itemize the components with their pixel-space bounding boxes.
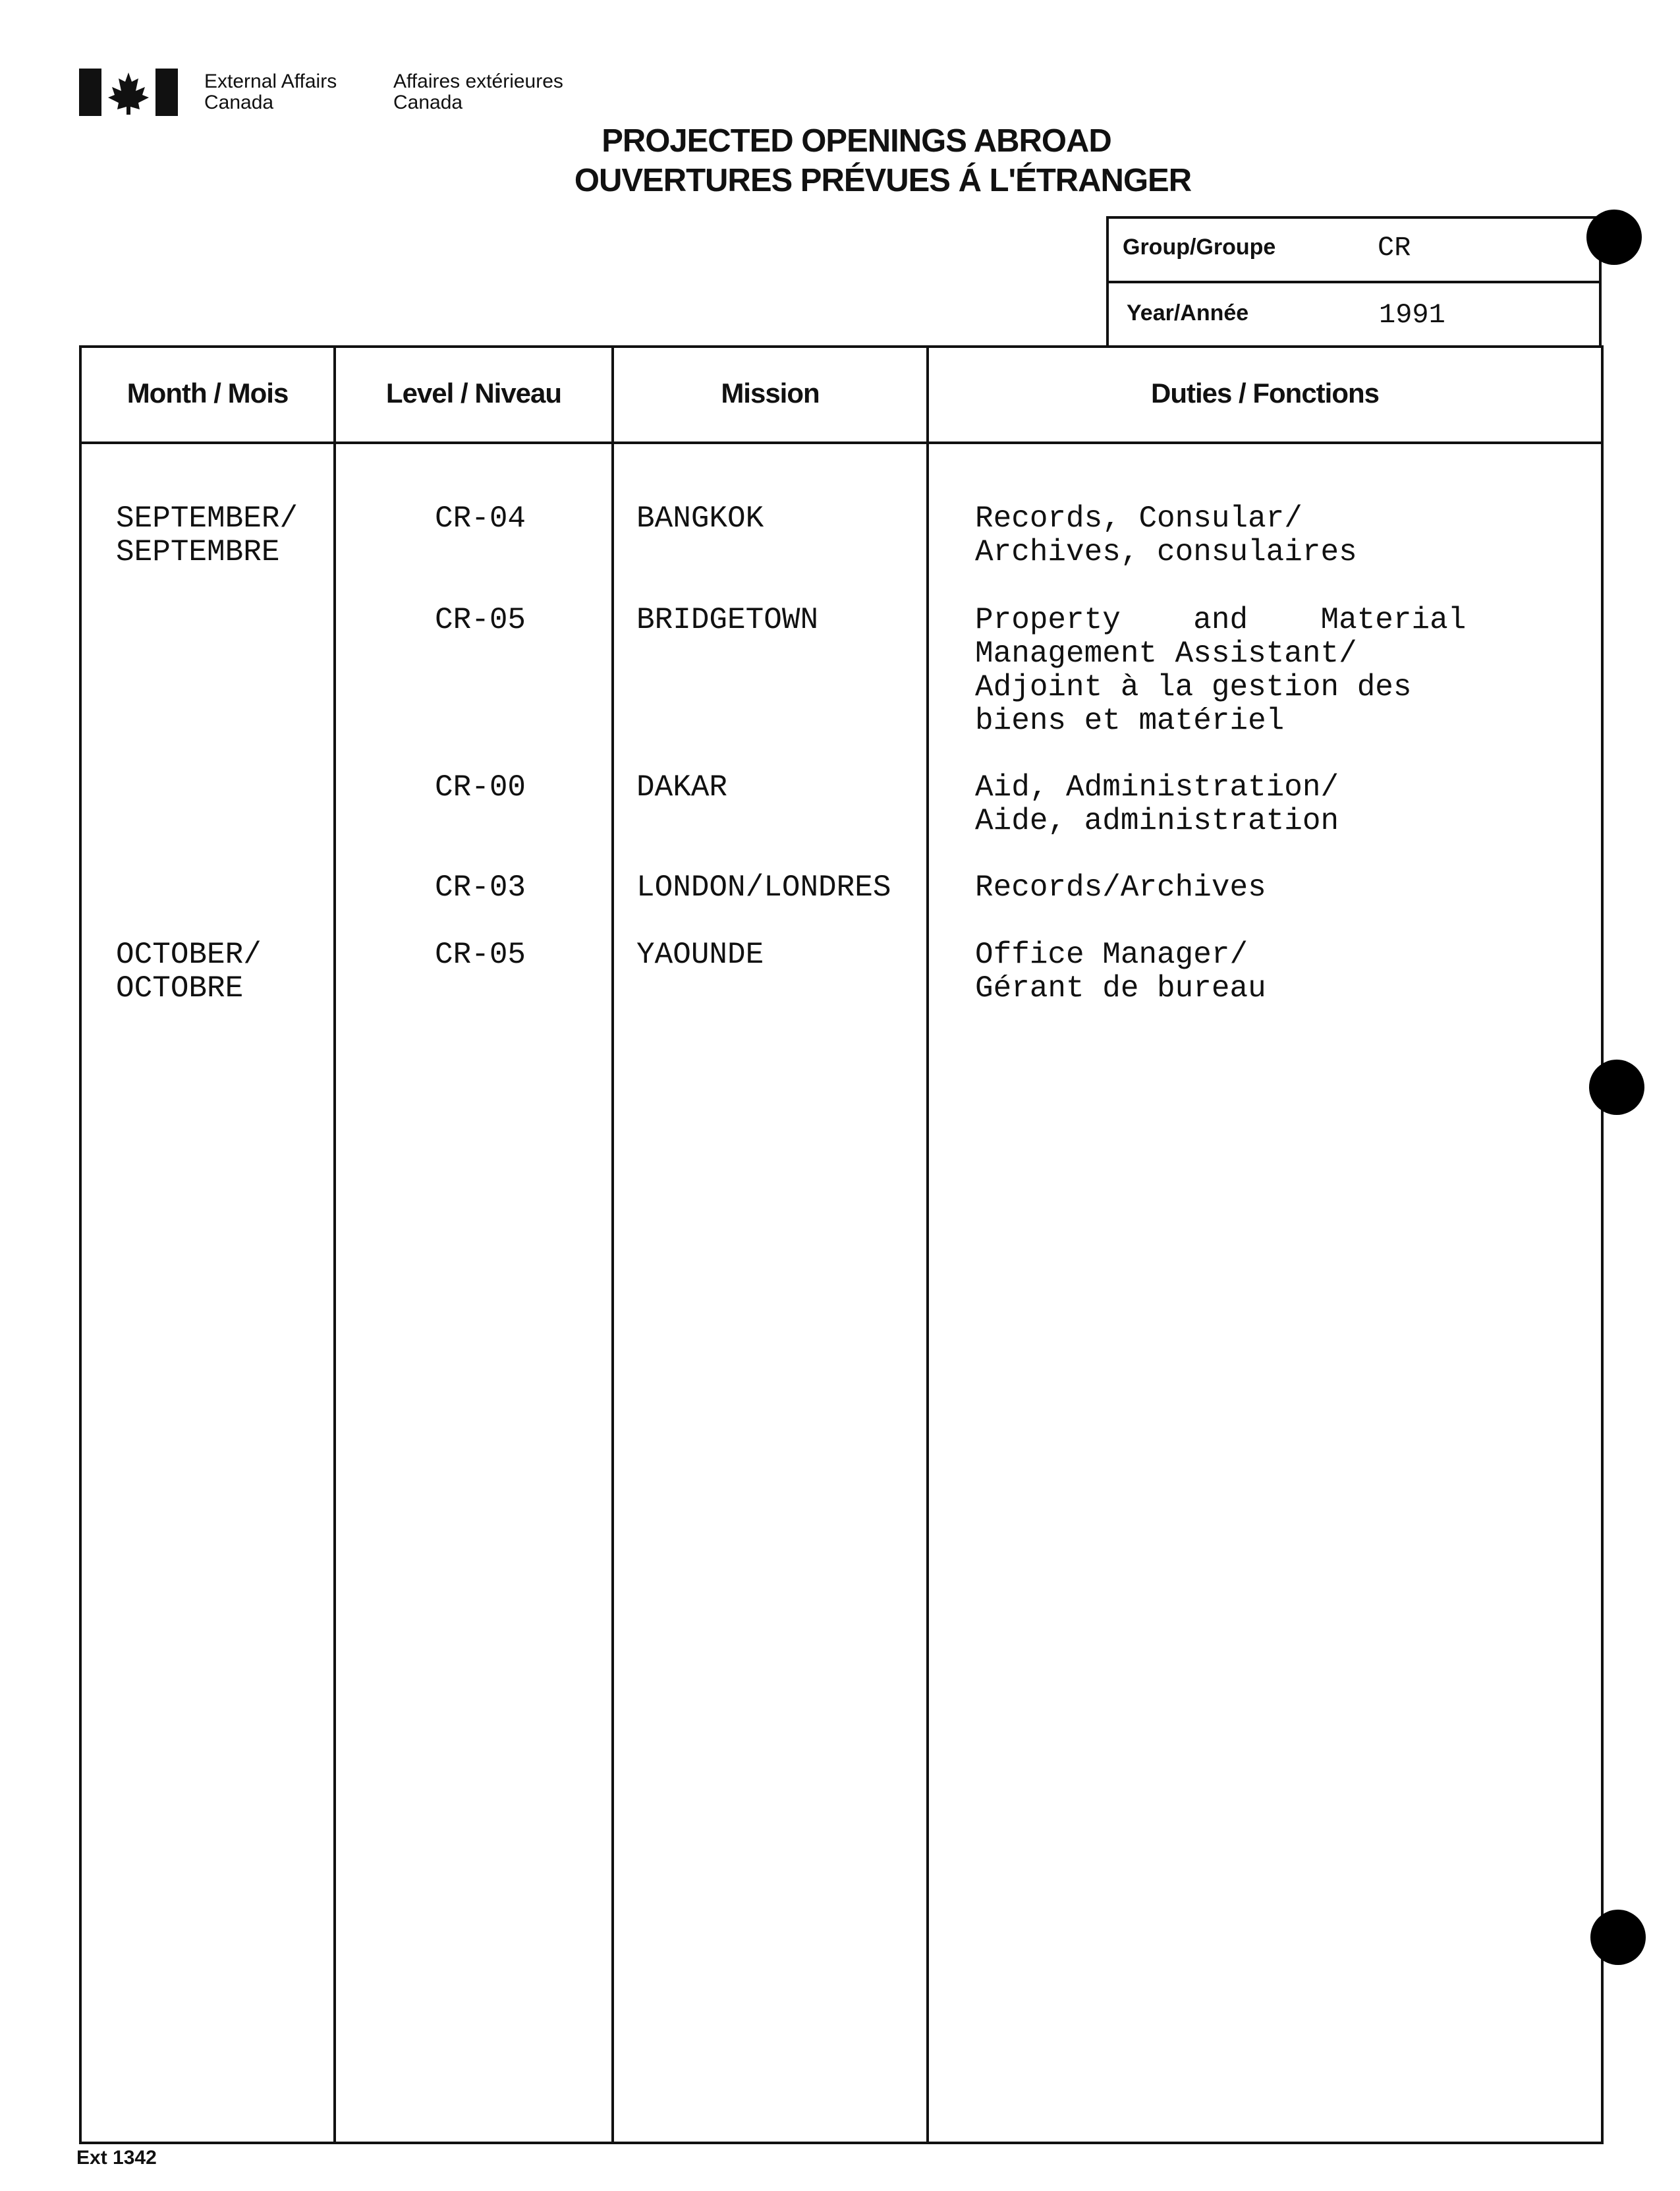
table-row-2-level: CR-05 [435,603,526,637]
table-row-5-duties [975,938,1266,1006]
duties-line: Archives, consulaires [975,535,1357,569]
table-row-4-mission: LONDON/LONDRES [636,870,891,905]
table-row-1-mission: BANGKOK [636,501,764,536]
table-row-5-mission: YAOUNDE [636,938,764,972]
column-header-level: Level / Niveau [385,378,562,409]
table-row-1-level: CR-04 [435,501,526,536]
month-line: SEPTEMBER/ [116,501,298,536]
group-label: Group/Groupe [1123,235,1276,260]
table-row-3-duties [975,771,1339,838]
canada-flag-logo [79,69,178,116]
column-divider-3 [926,345,929,2144]
duties-line: Records, Consular/ [975,501,1302,536]
table-row-1-duties [975,502,1357,569]
department-name-english [204,71,337,113]
punch-hole [1586,210,1642,265]
table-row-3-mission: DAKAR [636,770,728,805]
table-header-divider [79,441,1604,444]
column-divider-1 [333,345,336,2144]
duties-line: Aid, Administration/ [975,770,1339,805]
duties-line: Gérant de bureau [975,971,1266,1006]
page-title-english: PROJECTED OPENINGS ABROAD [602,123,1111,159]
punch-hole [1589,1060,1644,1115]
column-header-month: Month / Mois [126,378,289,409]
table-row-5-level: CR-05 [435,938,526,972]
month-line: OCTOBER/ [116,938,262,972]
duties-line: Office Manager/ [975,938,1248,972]
table-row-2-duties [975,604,1466,738]
dept-en-line2: Canada [204,92,274,113]
year-value: 1991 [1379,299,1445,331]
table-row-3-level: CR-00 [435,770,526,805]
form-number: Ext 1342 [76,2147,157,2169]
dept-fr-line2: Canada [393,92,463,113]
duties-line: Property and Material [975,603,1467,637]
table-row-4-duties: Records/Archives [975,870,1266,905]
department-name-french [393,71,563,113]
column-header-duties: Duties / Fonctions [1150,378,1379,409]
group-year-divider [1106,281,1602,283]
group-value: CR [1378,232,1411,264]
year-label: Year/Année [1127,300,1249,326]
table-row-1-month [116,502,298,569]
dept-en-line1: External Affairs [204,71,337,92]
month-line: SEPTEMBRE [116,535,280,569]
duties-line: Aide, administration [975,804,1339,838]
maple-leaf-icon [108,72,149,115]
table-row-5-month [116,938,262,1006]
month-line: OCTOBRE [116,971,244,1006]
table-row-4-level: CR-03 [435,870,526,905]
duties-line: Adjoint à la gestion des [975,670,1412,704]
duties-line: biens et matériel [975,704,1285,738]
table-row-2-mission: BRIDGETOWN [636,603,819,637]
column-header-mission: Mission [721,378,820,409]
column-divider-2 [611,345,614,2144]
dept-fr-line1: Affaires extérieures [393,71,563,92]
duties-line: Management Assistant/ [975,637,1357,671]
page-title-french: OUVERTURES PRÉVUES Á L'ÉTRANGER [574,163,1192,198]
punch-hole [1590,1910,1646,1965]
